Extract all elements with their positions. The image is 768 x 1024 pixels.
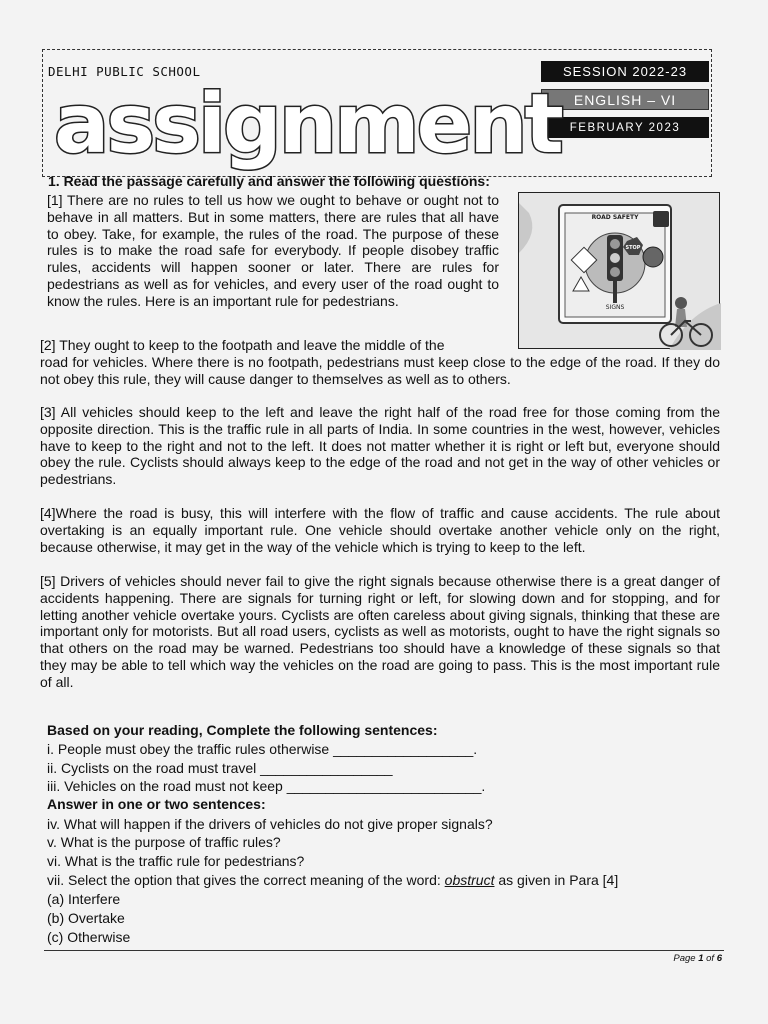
session-badge: SESSION 2022-23 xyxy=(541,61,709,82)
school-name: DELHI PUBLIC SCHOOL xyxy=(48,64,201,79)
page-current: 1 xyxy=(698,953,704,964)
section-heading-complete: Based on your reading, Complete the following sentences: xyxy=(47,722,438,738)
paragraph-5: [5] Drivers of vehicles should never fail to give the right signals because otherwise there is a great danger of accidents happening. There are signals for turning right or left, for slowing down and for stopping, and for letting another vehicle overtake yours. Cyclists are often careless about giving signals, thinking that these are important only for motorists. But all road users, cyclists as well as motorists, ought to have the right signals so that others on the road may be warned. Pedestrians too should have a knowledge of these signals so that they may be able to tell which way the vehicles on the road are going to pass. This is the most important rule of all. xyxy=(40,573,720,690)
page-label: Page xyxy=(673,953,699,964)
paragraph-4: [4]Where the road is busy, this will interfere with the flow of traffic and cause accidents. The rule about overtaking is an equally important rule. One vehicle should overtake another vehicle only on the right, because otherwise, it may get in the way of the vehicle which is trying to keep to the left. xyxy=(40,505,720,555)
subject-badge: ENGLISH – VI xyxy=(541,89,709,110)
page-of: of xyxy=(703,953,717,964)
paragraph-3: [3] All vehicles should keep to the left and leave the right half of the road free for those coming from the opposite direction. This is the traffic rule in all parts of India. In some countries in the west, however, vehicles have to keep to the right and not to the left. It does not matter whether it is right or left but, everyone should obey the rule. Cyclists should always keep to the edge of the road and not get in the way of other vehicles or pedestrians. xyxy=(40,404,720,488)
option-a: (a) Interfere xyxy=(47,891,121,907)
question-i: i. People must obey the traffic rules otherwise __________________. xyxy=(47,741,478,757)
paragraph-2-start: [2] They ought to keep to the footpath and leave the middle of the xyxy=(40,337,445,353)
assignment-logo xyxy=(50,77,561,172)
page-number xyxy=(673,953,722,964)
stop-label: STOP xyxy=(625,245,641,251)
question-1-heading: 1. Read the passage carefully and answer the following questions: xyxy=(48,173,490,189)
month-badge: FEBRUARY 2023 xyxy=(541,117,709,138)
keyword-obstruct: obstruct xyxy=(444,872,495,888)
paragraph-1: [1] There are no rules to tell us how we ought to behave or ought not to behave in all matters. But in some matters, there are rules that all have to obey. Take, for example, the rules of the road. The purpose of these rules is to make the road safe for everybody. If people disobey traffic rules, accidents will happen sooner or later. There are rules for pedestrians as well as for vehicles, and every user of the road ought to know the rules. Here is an important rule for pedestrians. xyxy=(47,192,499,309)
question-iv: iv. What will happen if the drivers of vehicles do not give proper signals? xyxy=(47,816,493,832)
logo-text: assignment xyxy=(54,77,561,172)
question-vi: vi. What is the traffic rule for pedestrians? xyxy=(47,853,305,869)
illustration-caption: SIGNS xyxy=(605,304,625,311)
section-heading-answer: Answer in one or two sentences: xyxy=(47,796,266,812)
question-vii-prefix: vii. Select the option that gives the correct meaning of the word: xyxy=(47,872,445,888)
paragraph-2-rest: road for vehicles. Where there is no footpath, pedestrians must keep close to the edge of the road. If they do not obey this rule, they will cause danger to themselves as well as to others. xyxy=(40,354,720,387)
question-vii xyxy=(47,872,618,888)
question-iii: iii. Vehicles on the road must not keep _________________________. xyxy=(47,778,486,794)
option-c: (c) Otherwise xyxy=(47,929,131,945)
road-safety-illustration xyxy=(518,192,720,349)
illustration-title: ROAD SAFETY xyxy=(591,214,639,221)
page-total: 6 xyxy=(716,953,722,964)
footer-divider xyxy=(44,950,724,951)
question-ii: ii. Cyclists on the road must travel _________________ xyxy=(47,760,393,776)
option-b: (b) Overtake xyxy=(47,910,125,926)
question-vii-suffix: as given in Para [4] xyxy=(494,872,619,888)
question-v: v. What is the purpose of traffic rules? xyxy=(47,834,281,850)
